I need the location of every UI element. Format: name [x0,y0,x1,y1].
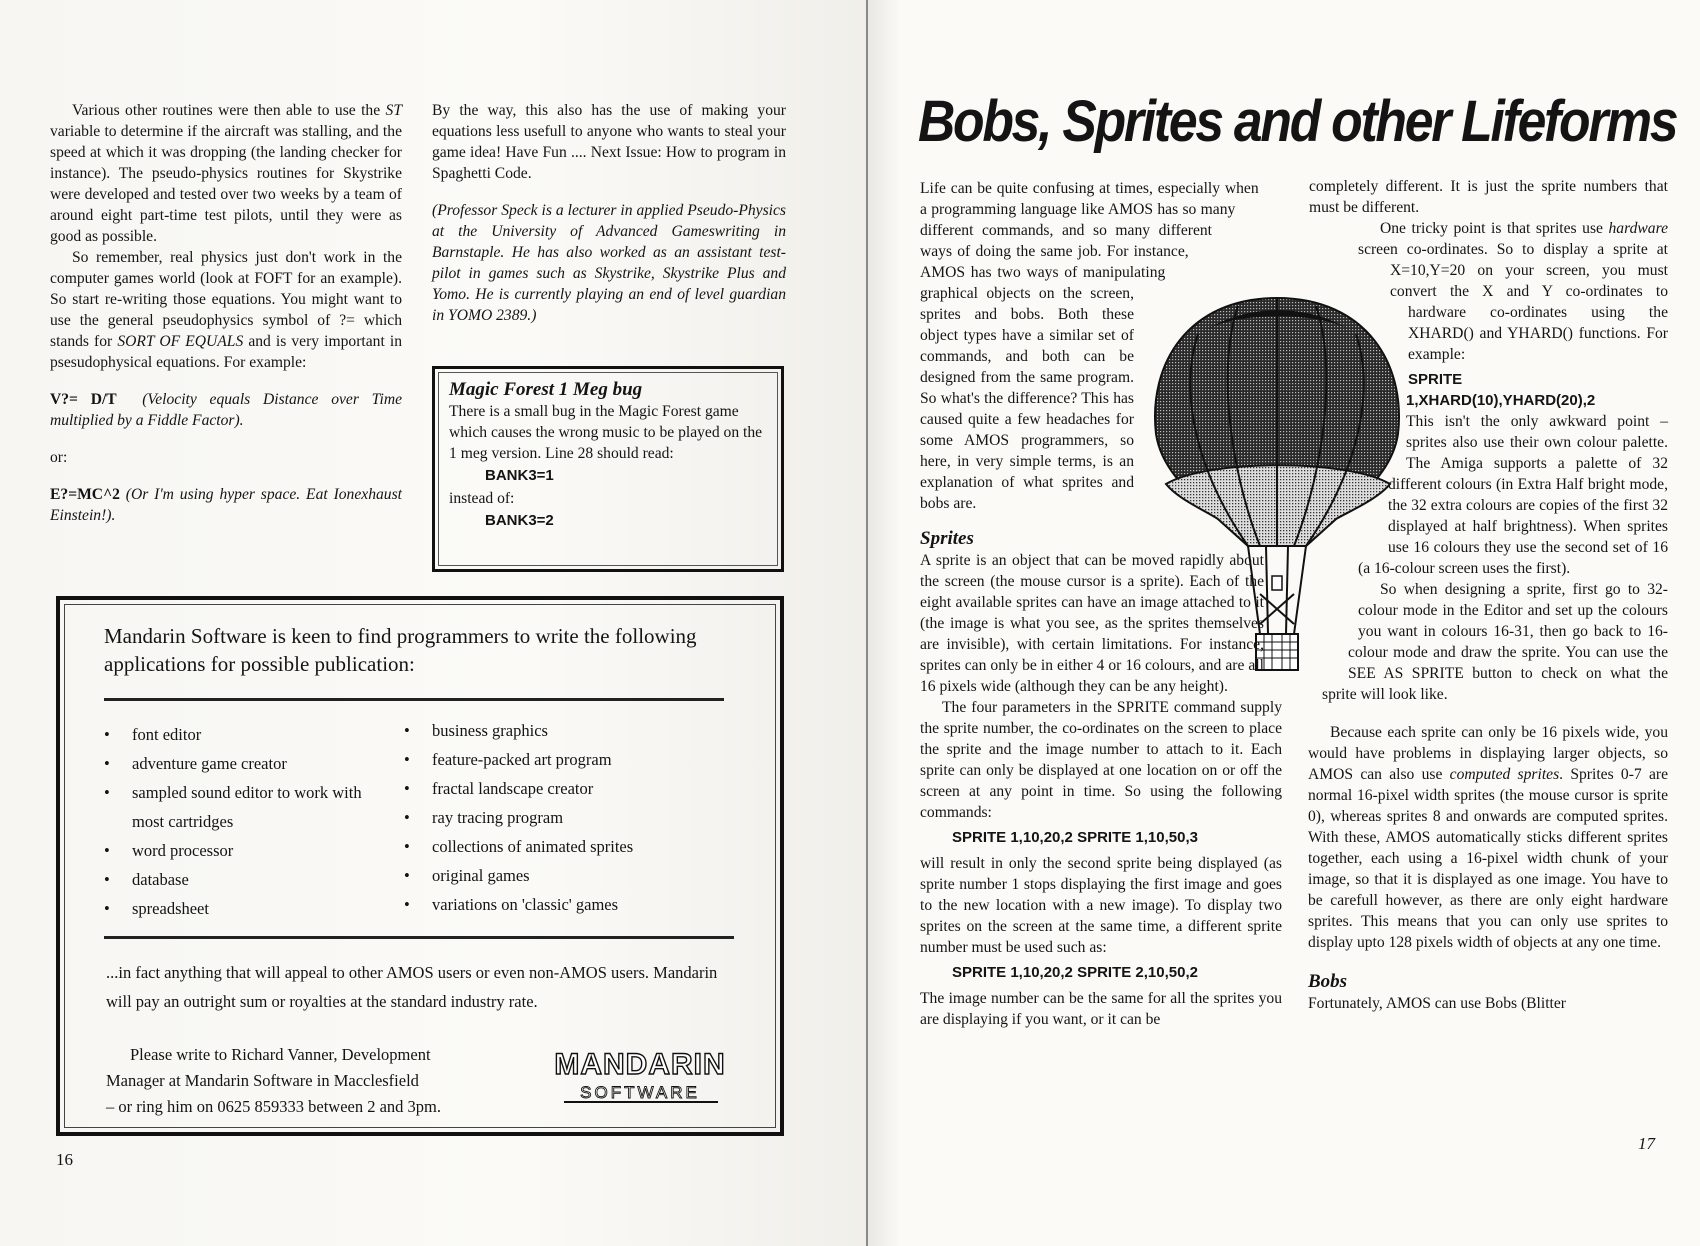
bug-body: There is a small bug in the Magic Forest game which causes the wrong music to be played on the 1 meg version. Line 28 should read: [449,403,763,462]
author-note: (Professor Speck is a lecturer in applied Pseudo-Physics at the University of Advanced Gameswriting in Barnstaple. He has also worked as an assistant test-pilot in games such as Skystrike, Skystrike Plus and Yomo. He is currently playing an end of level guardian in YOMO 2389.) [432,202,786,324]
bullet-icon: • [104,725,110,744]
list-item: • word processor [104,836,404,865]
text-wrap-spacer [1264,496,1282,676]
code-example-1: SPRITE 1,10,20,2 SPRITE 1,10,50,3 [952,829,1198,846]
correct-code: BANK3=1 [485,467,554,484]
application-list-right [404,716,734,919]
list-item: • collections of animated sprites [404,832,734,861]
text-wrap-spacer [1308,260,1390,302]
paragraph: So remember, real physics just don't work in the computer games world (look at FOFT for an example). So start re-writing those equations. You might want to use the general pseudophysics symbol of ?= which stands for SORT OF EQUALS and is very important in psesudophysical equations. For example: [50,249,402,371]
wrong-code: BANK3=2 [485,512,554,529]
text-wrap-spacer [1308,470,1388,554]
bullet-icon: • [104,754,110,773]
bullet-icon: • [104,841,110,860]
text-wrap-spacer [1308,218,1358,260]
list-item: • original games [404,861,734,890]
bullet-icon: • [404,721,410,740]
text-wrap-spacer [1308,386,1406,470]
list-item: • spreadsheet [104,894,404,923]
sprites-heading: Sprites [920,528,974,549]
code-example-3: SPRITE 1,XHARD(10),YHARD(20),2 [1406,371,1596,409]
bullet-icon: • [404,866,410,885]
text-wrap-spacer [1308,680,1322,722]
bullet-icon: • [404,779,410,798]
divider [104,698,724,701]
list-item: • fractal landscape creator [404,774,734,803]
bullet-icon: • [404,750,410,769]
list-item: • business graphics [404,716,734,745]
list-item-continuation: most cartridges [132,812,234,831]
paragraph: The four parameters in the SPRITE command supply the sprite number, the co-ordinates on the screen to place the sprite and the image number to attach to it. Each sprite can only be displayed at one location on or off the screen at any point in time. So using the following commands: [920,699,1282,821]
list-item: • adventure game creator [104,749,404,778]
application-list-left [104,720,404,923]
intro-paragraph: Life can be quite confusing at times, especially when a programming language like AMOS has so many different commands, and so many different ways of doing the same job. For instance, AMOS has two ways of manipulating graphical objects on the screen, sprites and bobs. Both these object types have a similar set of commands, and both can be designed from the same program. So what's the difference? This has caused quite a few headaches for some AMOS programmers, so here, in very simple terms, is an explanation of what sprites and bobs are. [920,180,1259,512]
text-wrap-spacer [1308,554,1358,638]
list-item: • ray tracing program [404,803,734,832]
logo-wordmark: MANDARIN [554,1048,726,1081]
bug-notice-box [432,366,784,572]
list-item: • database [104,865,404,894]
paragraph: completely different. It is just the sprite numbers that must be different. [1309,178,1668,216]
text-wrap-spacer [1134,286,1282,496]
article-title: Bobs, Sprites and other Lifeforms [918,89,1677,154]
paragraph: By the way, this also has the use of making your equations less usefull to anyone who wants to steal your game idea! Have Fun .... Next Issue: How to program in Spaghetti Code. [432,102,786,182]
paragraph: This isn't the only awkward point – sprites also use their own colour palette. The Amiga supports a palette of 32 different colours (in Extra Half bright mode, the 32 extra colours are copies of the first 32 displayed at half brightness). When sprites use 16 colours they use the second set of 16 (a 16-colour screen uses the first). [1358,413,1668,577]
bullet-icon: • [104,870,110,889]
mandarin-advert-box [56,596,784,1136]
paragraph: will result in only the second sprite being displayed (as sprite number 1 stops displaying the first image and goes to the new location with a new image). To display two sprites on the screen at the same time, a different sprite number must be used such as: [920,855,1282,956]
right-column-2 [1308,176,1668,1014]
paragraph: A sprite is an object that can be moved rapidly about the screen (the mouse cursor is a sprite). Each of the eight available sprites can have an image attached to it (the image is what you see, as the sprites themselves are invisible), with certain limitations. For instance, sprites can only be in either 4 or 16 colours, and are all 16 pixels wide (although they can be any height). [920,552,1264,695]
left-column-1 [50,100,402,526]
page-number: 16 [56,1150,73,1169]
contact-details: Please write to Richard Vanner, Development Manager at Mandarin Software in Macclesfield – or ring him on 0625 859333 between 2 and 3pm. [106,1045,441,1116]
bullet-icon: • [404,808,410,827]
right-column-1 [920,178,1282,1030]
bullet-icon: • [404,895,410,914]
paragraph: The image number can be the same for all the sprites you are displaying if you want, or it can be [920,990,1282,1028]
or-label: or: [50,449,68,466]
divider [104,936,734,939]
equation-1: V?= D/T (Velocity equals Distance over Time multiplied by a Fiddle Factor). [50,391,402,429]
bug-title: Magic Forest 1 Meg bug [449,379,643,400]
paragraph: So when designing a sprite, first go to 32-colour mode in the Editor and set up the colours you want in colours 16-31, then go back to 16-colour mode and draw the sprite. You can use the SEE AS SPRITE button to check on what the sprite will look like. [1322,581,1668,703]
left-column-2 [432,100,786,326]
logo-subtitle: SOFTWARE [580,1083,700,1102]
paragraph: Fortunately, AMOS can use Bobs (Blitter [1308,995,1566,1012]
paragraph: One tricky point is that sprites use hardware screen co-ordinates. So to display a sprite at X=10,Y=20 on your screen, you must convert the X and Y co-ordinates to hardware co-ordinates using the XHARD() and YHARD() functions. For example: [1358,220,1668,363]
list-item: • font editor [104,720,404,749]
equation-2: E?=MC^2 (Or I'm using hyper space. Eat Ionexhaust Einstein!). [50,486,402,524]
list-item: • sampled sound editor to work with [104,778,404,807]
paragraph: Various other routines were then able to use the ST variable to determine if the aircraft was stalling, and the speed at which it was dropping (the landing checker for instance). The pseudo-physics routines for Skystrike were developed and tested over two weeks by a team of around eight part-time test pilots, until they were as good as possible. [50,102,402,245]
page-number: 17 [1638,1134,1655,1153]
text-wrap-spacer [1308,638,1348,680]
paragraph: Because each sprite can only be 16 pixels wide, you would have problems in displaying larger objects, so AMOS can also use computed sprites. Sprites 0-7 are normal 16-pixel width sprites (the mouse cursor is sprite 0), whereas sprites 8 and onwards are computed sprites. With these, AMOS automatically sticks different sprites together, each using a 16-pixel width chunk of your image, so that it is displayed as one image. You have to be carefull however, as there are only eight hardware sprites. This means that you can only use sprites to display upto 128 pixels width of objects at any one time. [1308,724,1668,951]
bullet-icon: • [404,837,410,856]
advert-intro: Mandarin Software is keen to find programmers to write the following applications for possible publication: [104,624,697,676]
advert-footer: ...in fact anything that will appeal to other AMOS users or even non-AMOS users. Mandarin will pay an outright sum or royalties at the standard industry rate. [106,963,718,1011]
list-item: • variations on 'classic' games [404,890,734,919]
bullet-icon: • [104,783,110,802]
variable-name: ST [385,102,402,119]
mandarin-software-logo [550,1040,730,1106]
list-item: • feature-packed art program [404,745,734,774]
instead-label: instead of: [449,490,515,507]
bobs-heading: Bobs [1308,971,1348,992]
bullet-icon: • [104,899,110,918]
text-wrap-spacer [1308,302,1408,386]
code-example-2: SPRITE 1,10,20,2 SPRITE 2,10,50,2 [952,964,1198,981]
